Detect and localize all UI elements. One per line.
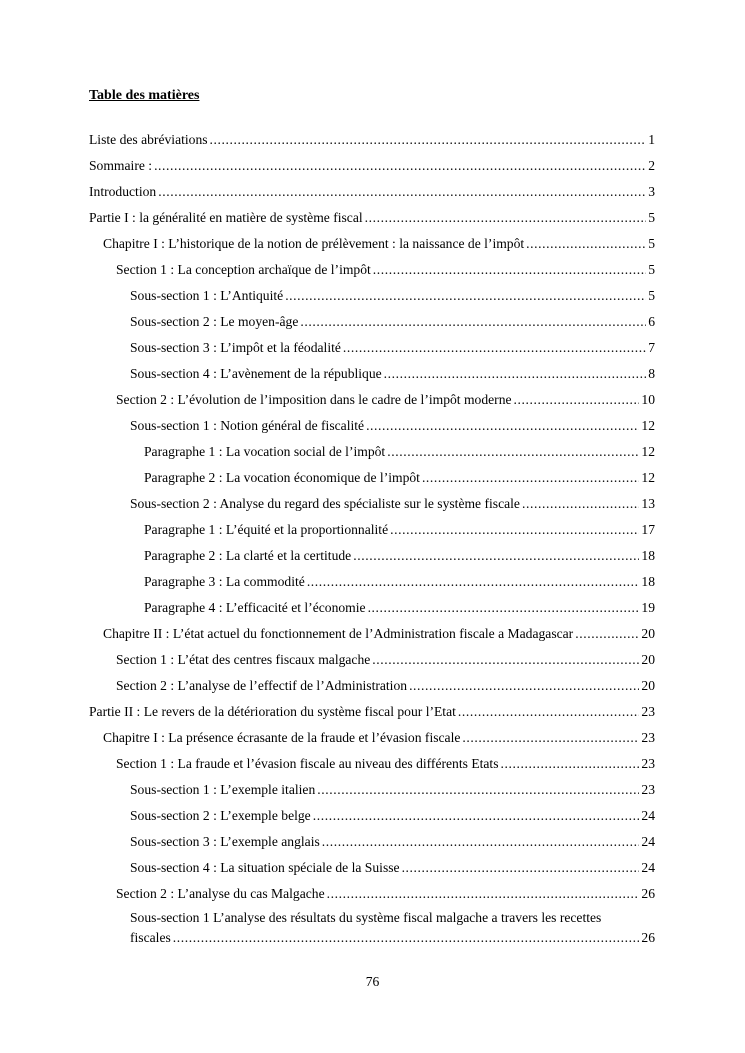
toc-entry[interactable] xyxy=(130,356,655,382)
toc-entry-label: Sous-section 1 : Notion général de fiscalité xyxy=(130,418,365,433)
page-number: 76 xyxy=(365,974,380,989)
toc-entry-page: 20 xyxy=(641,678,655,693)
toc-entry[interactable] xyxy=(144,460,655,486)
toc-entry-label: Partie II : Le revers de la détérioration du système fiscal pour l’Etat xyxy=(89,704,456,719)
dot-leader xyxy=(210,132,647,148)
dot-leader xyxy=(462,730,639,746)
toc-entry-page: 20 xyxy=(641,652,655,667)
toc-entry[interactable] xyxy=(130,772,655,798)
toc-entry-label: Sous-section 4 : La situation spéciale de la Suisse xyxy=(130,860,400,875)
toc-entry-label: Section 2 : L’analyse de l’effectif de l’Administration xyxy=(116,678,408,693)
toc-entry-label: Chapitre I : La présence écrasante de la fraude et l’évasion fiscale xyxy=(103,730,461,745)
dot-leader xyxy=(365,210,647,226)
toc-entry-page: 6 xyxy=(648,314,655,329)
toc-entry[interactable] xyxy=(103,616,655,642)
toc-entry[interactable] xyxy=(116,382,655,408)
toc-entry-label: Section 2 : L’analyse du cas Malgache xyxy=(116,886,325,901)
toc-entry[interactable] xyxy=(103,720,655,746)
dot-leader xyxy=(387,444,639,460)
toc-entry-label: Sommaire : xyxy=(89,158,153,173)
toc-entry-page: 12 xyxy=(641,470,655,485)
toc-entry-page: 12 xyxy=(641,444,655,459)
toc-entry-label: Sous-section 3 : L’impôt et la féodalité xyxy=(130,340,341,355)
toc-entry-label: Section 1 : La conception archaïque de l’impôt xyxy=(116,262,371,277)
toc-entry-page: 18 xyxy=(641,574,655,589)
dot-leader xyxy=(173,928,640,948)
dot-leader xyxy=(154,158,646,174)
toc-entry-page: 8 xyxy=(648,366,655,381)
toc-entry-page: 5 xyxy=(648,288,655,303)
toc-entry-page: 5 xyxy=(648,210,655,225)
toc-entry[interactable] xyxy=(116,642,655,668)
dot-leader xyxy=(322,834,640,850)
dot-leader xyxy=(409,678,639,694)
toc-entry-page: 26 xyxy=(641,930,655,945)
dot-leader xyxy=(501,756,640,772)
dot-leader xyxy=(285,288,646,304)
toc-entry-label: Sous-section 1 : L’Antiquité xyxy=(130,288,284,303)
toc-entry[interactable] xyxy=(116,876,655,902)
toc-entry-label: Paragraphe 2 : La vocation économique de l’impôt xyxy=(144,470,420,485)
toc-entry[interactable] xyxy=(89,148,655,174)
toc-entry[interactable] xyxy=(144,590,655,616)
toc-entry-label: Sous-section 2 : Le moyen-âge xyxy=(130,314,299,329)
toc-entry-page: 2 xyxy=(648,158,655,173)
dot-leader xyxy=(343,340,646,356)
toc-entry[interactable] xyxy=(89,174,655,200)
toc-entry-page: 18 xyxy=(641,548,655,563)
toc-entry-page: 19 xyxy=(641,600,655,615)
toc-entry[interactable] xyxy=(144,512,655,538)
toc-entry-label: Chapitre I : L’historique de la notion de prélèvement : la naissance de l’impôt xyxy=(103,236,525,251)
toc-entry-page: 26 xyxy=(641,886,655,901)
toc-list xyxy=(0,122,745,948)
toc-entry-page: 23 xyxy=(641,730,655,745)
dot-leader xyxy=(402,860,640,876)
toc-entry-page: 12 xyxy=(641,418,655,433)
toc-entry-page: 20 xyxy=(641,626,655,641)
toc-entry-label: Sous-section 1 L’analyse des résultats du système fiscal malgache a travers les recettes xyxy=(130,910,602,925)
toc-entry-page: 23 xyxy=(641,756,655,771)
toc-entry[interactable] xyxy=(103,226,655,252)
toc-entry-label: Paragraphe 3 : La commodité xyxy=(144,574,305,589)
toc-entry[interactable] xyxy=(130,824,655,850)
toc-entry-page: 3 xyxy=(648,184,655,199)
toc-entry-page: 7 xyxy=(648,340,655,355)
toc-entry-label: Sous-section 2 : L’exemple belge xyxy=(130,808,311,823)
toc-entry-label: Section 1 : L’état des centres fiscaux malgache xyxy=(116,652,371,667)
dot-leader xyxy=(300,314,646,330)
toc-title: Table des matières xyxy=(89,88,200,103)
toc-entry-label: Liste des abréviations xyxy=(89,132,208,147)
toc-entry[interactable] xyxy=(144,434,655,460)
dot-leader xyxy=(526,236,646,252)
toc-entry[interactable] xyxy=(130,304,655,330)
dot-leader xyxy=(368,600,640,616)
toc-entry[interactable] xyxy=(130,850,655,876)
toc-entry[interactable] xyxy=(89,694,655,720)
toc-entry[interactable] xyxy=(130,798,655,824)
toc-entry-page: 13 xyxy=(641,496,655,511)
toc-entry-label: Sous-section 1 : L’exemple italien xyxy=(130,782,316,797)
dot-leader xyxy=(384,366,647,382)
toc-entry-label: Section 2 : L’évolution de l’imposition dans le cadre de l’impôt moderne xyxy=(116,392,512,407)
dot-leader xyxy=(372,652,639,668)
toc-entry-label: Chapitre II : L’état actuel du fonctionnement de l’Administration fiscale a Madagascar xyxy=(103,626,574,641)
toc-entry[interactable] xyxy=(144,564,655,590)
toc-entry-page: 17 xyxy=(641,522,655,537)
toc-entry[interactable] xyxy=(144,538,655,564)
toc-entry-label: Sous-section 2 : Analyse du regard des spécialiste sur le système fiscale xyxy=(130,496,520,511)
toc-entry-page: 5 xyxy=(648,262,655,277)
toc-entry-page: 10 xyxy=(641,392,655,407)
dot-leader xyxy=(458,704,640,720)
dot-leader xyxy=(313,808,640,824)
toc-entry-page: 23 xyxy=(641,704,655,719)
dot-leader xyxy=(522,496,639,512)
toc-entry[interactable] xyxy=(116,746,655,772)
toc-entry[interactable] xyxy=(130,408,655,434)
dot-leader xyxy=(158,184,646,200)
toc-entry[interactable] xyxy=(116,252,655,278)
toc-entry-page: 24 xyxy=(641,808,655,823)
toc-entry-label: Paragraphe 4 : L’efficacité et l’économie xyxy=(144,600,366,615)
toc-entry[interactable] xyxy=(130,902,655,948)
toc-entry-label: Sous-section 4 : L’avènement de la république xyxy=(130,366,382,381)
toc-entry-page: 24 xyxy=(641,860,655,875)
toc-entry[interactable] xyxy=(130,486,655,512)
toc-entry-page: 5 xyxy=(648,236,655,251)
toc-entry-label: Introduction xyxy=(89,184,157,199)
dot-leader xyxy=(575,626,639,642)
toc-entry-label: Paragraphe 2 : La clarté et la certitude xyxy=(144,548,352,563)
toc-entry-page: 24 xyxy=(641,834,655,849)
toc-entry[interactable] xyxy=(89,122,655,148)
toc-entry[interactable] xyxy=(116,668,655,694)
dot-leader xyxy=(307,574,640,590)
toc-entry[interactable] xyxy=(89,200,655,226)
toc-entry-page: 1 xyxy=(648,132,655,147)
toc-entry-continuation xyxy=(130,928,655,948)
toc-entry-label: Partie I : la généralité en matière de système fiscal xyxy=(89,210,363,225)
dot-leader xyxy=(390,522,639,538)
toc-entry-page: 23 xyxy=(641,782,655,797)
dot-leader xyxy=(373,262,646,278)
toc-entry[interactable] xyxy=(130,330,655,356)
dot-leader xyxy=(327,886,640,902)
dot-leader xyxy=(366,418,639,434)
dot-leader xyxy=(514,392,640,408)
toc-entry-label: Paragraphe 1 : La vocation social de l’impôt xyxy=(144,444,386,459)
dot-leader xyxy=(317,782,639,798)
toc-entry-label: Paragraphe 1 : L’équité et la proportionnalité xyxy=(144,522,389,537)
toc-entry-label-continued: fiscales xyxy=(130,930,171,945)
dot-leader xyxy=(353,548,639,564)
toc-entry-label: Sous-section 3 : L’exemple anglais xyxy=(130,834,320,849)
toc-entry-label: Section 1 : La fraude et l’évasion fiscale au niveau des différents Etats xyxy=(116,756,499,771)
dot-leader xyxy=(422,470,639,486)
toc-entry[interactable] xyxy=(130,278,655,304)
